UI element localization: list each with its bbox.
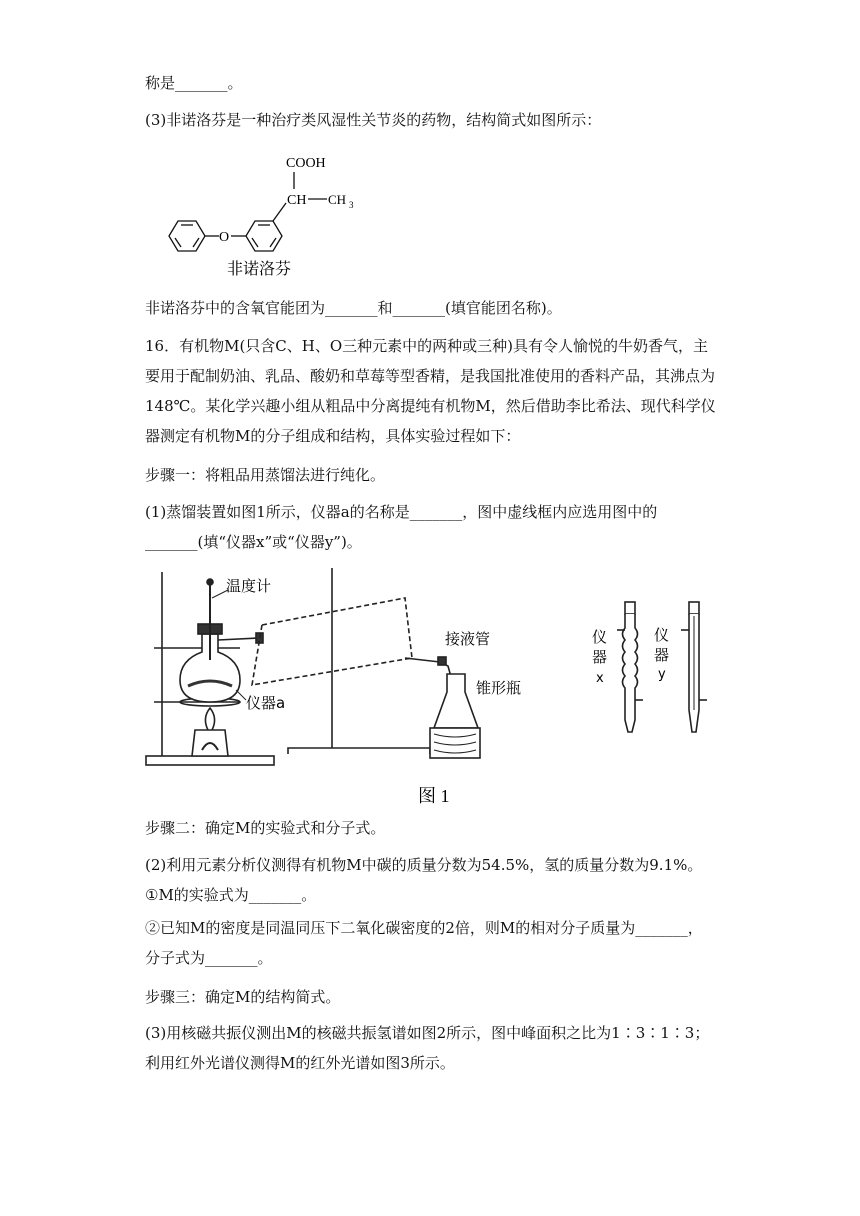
text-line: 分子式为_______。 [145, 949, 273, 967]
erlenmeyer-flask [434, 674, 478, 728]
adapter-joint [438, 657, 446, 665]
benzene-ring-left [169, 221, 205, 251]
text-line: (1)蒸馏装置如图1所示，仪器a的名称是_______，图中虚线框内应选用图中的 [145, 503, 658, 521]
ring-to-ch-bond [273, 203, 286, 221]
step-two-line: 步骤二：确定M的实验式和分子式。 [145, 819, 386, 837]
instrument-x-stopper [625, 602, 635, 614]
figure-1-caption: 图 1 [418, 786, 450, 806]
step-three-line: 步骤三：确定M的结构简式。 [145, 988, 341, 1006]
oxygen-atom: O [219, 230, 230, 245]
instrument-y-stopper [689, 602, 699, 614]
ch3-group: CH [328, 192, 347, 207]
text-line: 器测定有机物M的分子组成和结构，具体实验过程如下： [145, 427, 521, 445]
instrument-y-label-2: 器 [654, 646, 670, 664]
text-line: (3)用核磁共振仪测出M的核磁共振氢谱如图2所示，图中峰面积之比为1∶3∶1∶3； [145, 1024, 710, 1042]
instrument-x-letter: x [596, 671, 604, 686]
instrument-y-letter: y [658, 667, 666, 682]
instrument-x-label-1: 仪 [592, 628, 608, 646]
text-line: 利用红外光谱仪测得M的红外光谱如图3所示。 [145, 1054, 455, 1072]
adapter-label: 接液管 [445, 630, 491, 648]
cooh-group: COOH [286, 156, 326, 171]
flask-label: 锥形瓶 [476, 679, 522, 697]
text-line: ②已知M的密度是同温同压下二氧化碳密度的2倍，则M的相对分子质量为_______， [145, 919, 703, 937]
text-line: ①M的实验式为_______。 [145, 886, 317, 904]
instrument-y-label-1: 仪 [654, 626, 670, 644]
instrument-a-label: 仪器a [246, 694, 286, 712]
question-16-line: 16．有机物M(只含C、H、O三种元素中的两种或三种)具有令人愉悦的牛奶香气，主 [145, 337, 709, 355]
structure-caption: 非诺洛芬 [227, 259, 292, 278]
instrument-x-body [623, 614, 638, 732]
text-line: 148℃。某化学兴趣小组从粗品中分离提纯有机物M，然后借助李比希法、现代科学仪 [145, 397, 716, 415]
instrument-x-label-2: 器 [592, 648, 608, 666]
instrument-a-leader [236, 690, 246, 700]
ch3-subscript: 3 [349, 200, 354, 210]
thermometer-label: 温度计 [226, 577, 272, 595]
text-line: 称是_______。 [145, 74, 243, 92]
text-line: 要用于配制奶油、乳品、酸奶和草莓等型香精，是我国批准使用的香料产品，其沸点为 [145, 367, 716, 385]
fenoprofen-structure [160, 150, 370, 280]
adapter-tube [405, 658, 440, 662]
ch-group: CH [287, 193, 307, 208]
side-arm [218, 638, 258, 640]
distillation-apparatus-figure [140, 560, 740, 810]
step-one-line: 步骤一：将粗品用蒸馏法进行纯化。 [145, 466, 386, 484]
flame [205, 708, 214, 730]
text-line: _______(填“仪器x”或“仪器y”)。 [145, 533, 362, 551]
thermometer-top [207, 579, 213, 585]
stand-base-middle [288, 748, 430, 754]
text-line: (2)利用元素分析仪测得有机物M中碳的质量分数为54.5%，氢的质量分数为9.1%。 [145, 856, 703, 874]
text-line: (3)非诺洛芬是一种治疗类风湿性关节炎的药物，结构简式如图所示： [145, 111, 602, 129]
text-line: 非诺洛芬中的含氧官能团为_______和_______(填官能团名称)。 [145, 299, 562, 317]
stand-base-left [146, 756, 274, 765]
benzene-ring-right [246, 221, 282, 251]
